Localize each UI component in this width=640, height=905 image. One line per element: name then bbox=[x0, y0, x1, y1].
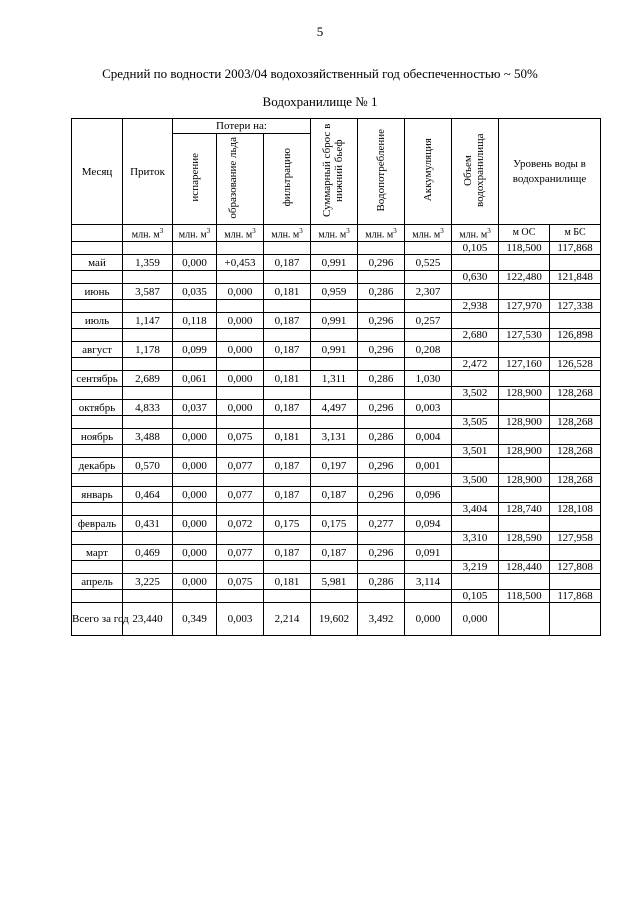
header-accumulation: Аккумуляция bbox=[405, 119, 452, 225]
header-inflow: Приток bbox=[123, 119, 173, 225]
unit-cell: млн. $м^3$ bbox=[123, 225, 173, 242]
month-row: март 0,469 0,000 0,077 0,187 0,187 0,296 0,091 bbox=[72, 545, 601, 561]
header-filtration: фильтрацию bbox=[264, 134, 311, 225]
level-row: 2,472 127,160 126,528 bbox=[72, 358, 601, 371]
header-volume: Объем водохранилища bbox=[452, 119, 499, 225]
month-row: ноябрь 3,488 0,000 0,075 0,181 3,131 0,286 0,004 bbox=[72, 429, 601, 445]
unit-cell: млн. $м^3$ bbox=[405, 225, 452, 242]
document-subtitle: Водохранилище № 1 bbox=[262, 94, 378, 109]
level-row: 2,938 127,970 127,338 bbox=[72, 300, 601, 313]
header-losses: Потери на: bbox=[173, 119, 311, 134]
level-row: 3,500 128,900 128,268 bbox=[72, 474, 601, 487]
unit-cell: млн. $м^3$ bbox=[173, 225, 217, 242]
unit-cell: млн. $м^3$ bbox=[358, 225, 405, 242]
unit-cell: млн. $м^3$ bbox=[311, 225, 358, 242]
month-row: май 1,359 0,000 +0,453 0,187 0,991 0,296 0,525 bbox=[72, 255, 601, 271]
month-row: январь 0,464 0,000 0,077 0,187 0,187 0,296 0,096 bbox=[72, 487, 601, 503]
level-row: 3,505 128,900 128,268 bbox=[72, 416, 601, 429]
month-row: апрель 3,225 0,000 0,075 0,181 5,981 0,286 3,114 bbox=[72, 574, 601, 590]
level-row: 2,680 127,530 126,898 bbox=[72, 329, 601, 342]
page-number: 5 bbox=[316, 24, 324, 39]
month-row: сентябрь 2,689 0,061 0,000 0,181 1,311 0,286 1,030 bbox=[72, 371, 601, 387]
water-balance-table bbox=[71, 118, 601, 636]
level-row: 3,501 128,900 128,268 bbox=[72, 445, 601, 458]
header-ice: образование льда bbox=[217, 134, 264, 225]
document-title: Средний по водности 2003/04 водохозяйственный год обеспеченностью ~ 50% bbox=[102, 66, 538, 81]
level-row: 3,219 128,440 127,808 bbox=[72, 561, 601, 574]
level-row: 3,404 128,740 128,108 bbox=[72, 503, 601, 516]
month-row: февраль 0,431 0,000 0,072 0,175 0,175 0,277 0,094 bbox=[72, 516, 601, 532]
header-discharge: Суммарный сброс в нижний бьеф bbox=[311, 119, 358, 225]
level-row: 3,502 128,900 128,268 bbox=[72, 387, 601, 400]
header-consumption: Водопотребление bbox=[358, 119, 405, 225]
month-row: июнь 3,587 0,035 0,000 0,181 0,959 0,286 2,307 bbox=[72, 284, 601, 300]
level-row: 0,105 118,500 117,868 bbox=[72, 590, 601, 603]
units-row bbox=[72, 225, 601, 242]
level-row: 3,310 128,590 127,958 bbox=[72, 532, 601, 545]
header-month: Месяц bbox=[72, 119, 123, 225]
month-row: декабрь 0,570 0,000 0,077 0,187 0,197 0,296 0,001 bbox=[72, 458, 601, 474]
month-row: август 1,178 0,099 0,000 0,187 0,991 0,296 0,208 bbox=[72, 342, 601, 358]
month-row: июль 1,147 0,118 0,000 0,187 0,991 0,296 0,257 bbox=[72, 313, 601, 329]
total-row: Всего за год 23,440 0,349 0,003 2,214 19,602 3,492 0,000 0,000 bbox=[72, 603, 601, 636]
header-evaporation: испарение bbox=[173, 134, 217, 225]
unit-cell: млн. $м^3$ bbox=[452, 225, 499, 242]
header-level: Уровень воды в водохранилище bbox=[499, 119, 601, 225]
level-row: 0,630 122,480 121,848 bbox=[72, 271, 601, 284]
unit-cell: м ОС bbox=[499, 225, 550, 242]
unit-cell: млн. $м^3$ bbox=[264, 225, 311, 242]
month-row: октябрь 4,833 0,037 0,000 0,187 4,497 0,296 0,003 bbox=[72, 400, 601, 416]
level-row: 0,105 118,500 117,868 bbox=[72, 242, 601, 255]
unit-cell: м БС bbox=[550, 225, 601, 242]
unit-cell: млн. $м^3$ bbox=[217, 225, 264, 242]
